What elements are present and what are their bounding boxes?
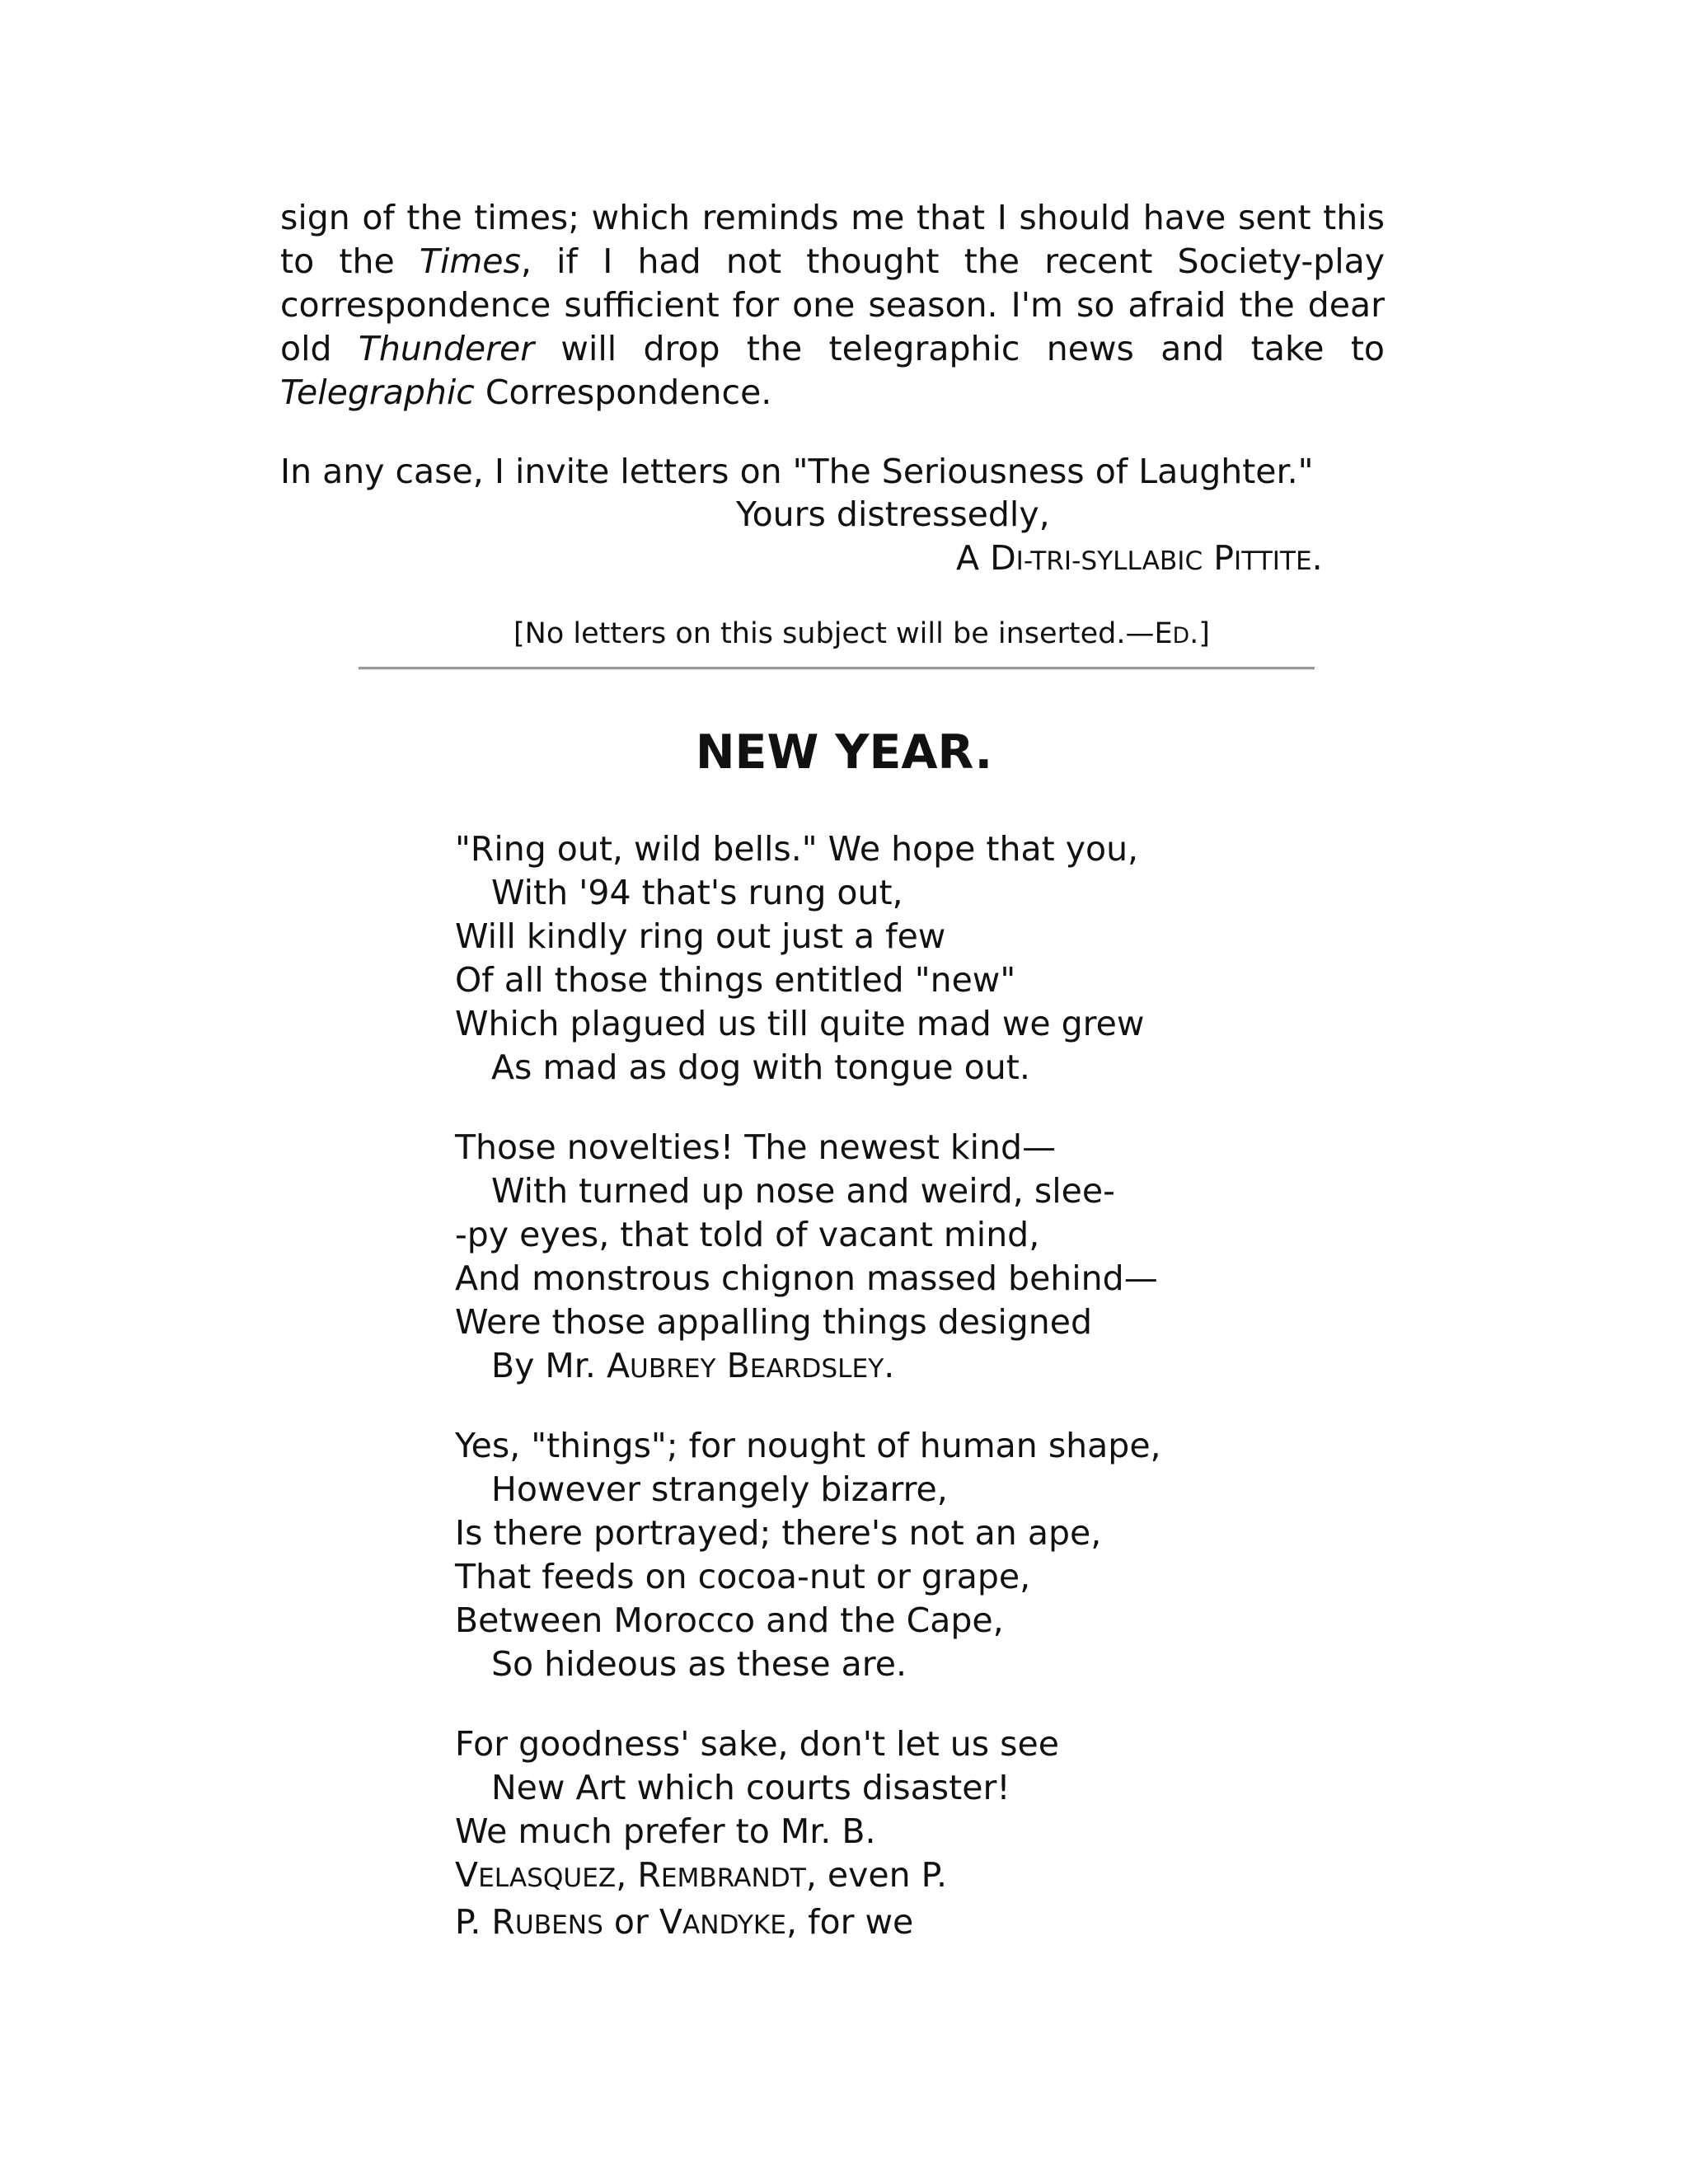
- italic-telegraphic: Telegraphic: [280, 373, 475, 412]
- line-small-caps: EMBRANDT: [660, 1863, 806, 1893]
- line-cap: V: [455, 1855, 479, 1895]
- letter-signature: [956, 537, 1323, 583]
- sig-end: .: [1311, 538, 1323, 578]
- poem-title: NEW YEAR.: [695, 725, 993, 780]
- poem-line: New Art which courts disaster!: [491, 1768, 1010, 1807]
- line-cap: R: [491, 1902, 515, 1942]
- italic-times: Times: [419, 241, 521, 281]
- line-end: .: [884, 1346, 895, 1385]
- poem-line: Between Morocco and the Cape,: [455, 1601, 1004, 1640]
- poem-line: However strangely bizarre,: [491, 1469, 948, 1509]
- line-run: ,: [616, 1855, 638, 1895]
- line-small-caps: UBENS: [514, 1910, 603, 1940]
- poem-line: So hideous as these are.: [491, 1644, 907, 1684]
- poem-line: Is there portrayed; there's not an ape,: [455, 1513, 1102, 1553]
- line-small-caps: EARDSLEY: [749, 1354, 884, 1384]
- text-run: will drop the telegraphic news and take to: [534, 329, 1385, 368]
- poem-line: -py eyes, that told of vacant mind,: [455, 1215, 1040, 1254]
- poem-line: [455, 1344, 1444, 1391]
- line-run: P.: [455, 1902, 492, 1942]
- line-small-caps: UBREY: [630, 1354, 716, 1384]
- poem-line: And monstrous chignon massed behind—: [455, 1258, 1158, 1298]
- sig-space: [1203, 538, 1213, 578]
- sig-cap: D: [990, 538, 1016, 578]
- line-run: or: [603, 1902, 659, 1942]
- text-run: Correspondence.: [474, 373, 772, 412]
- sig-prefix: A: [956, 538, 991, 578]
- note-small-caps: D: [1172, 623, 1190, 649]
- line-end: , even P.: [805, 1855, 948, 1895]
- italic-thunderer: Thunderer: [358, 329, 535, 368]
- poem-line: Were those appalling things designed: [455, 1302, 1092, 1342]
- poem-line: For goodness' sake, don't let us see: [455, 1724, 1059, 1764]
- line-small-caps: ANDYKE: [682, 1910, 786, 1940]
- line-run: By Mr.: [491, 1346, 607, 1385]
- poem-line: "Ring out, wild bells." We hope that you,: [455, 829, 1139, 869]
- poem-line: Will kindly ring out just a few: [455, 916, 946, 956]
- poem-line: [455, 1854, 1444, 1900]
- note-end: .]: [1189, 617, 1210, 650]
- poem-line: As mad as dog with tongue out.: [491, 1047, 1030, 1087]
- letter-paragraph-2: In any case, I invite letters on "The Seriousness of Laughter.": [280, 452, 1314, 491]
- line-cap: V: [659, 1902, 682, 1942]
- poem-line: That feeds on cocoa-nut or grape,: [455, 1557, 1031, 1596]
- poem-line: Those novelties! The newest kind—: [455, 1127, 1057, 1167]
- sig-small-caps: I-TRI-SYLLABIC: [1015, 546, 1203, 576]
- text-run: , if I had not thought the recent Society-play correspondence sufficient for one season. I'm so afraid the dear old: [280, 241, 1385, 368]
- poem-line: With '94 that's rung out,: [491, 873, 903, 912]
- letter-paragraph-1: [280, 196, 1385, 415]
- poem-line: [455, 1900, 1444, 1947]
- poem-stanza-3: [455, 1424, 1444, 1686]
- line-cap: B: [726, 1346, 750, 1385]
- poem-line: Which plagued us till quite mad we grew: [455, 1004, 1145, 1043]
- note-text: [No letters on this subject will be inserted.—: [513, 617, 1155, 650]
- line-small-caps: ELASQUEZ: [478, 1863, 617, 1893]
- poem-stanza-2: [455, 1126, 1444, 1391]
- poem-line: With turned up nose and weird, slee-: [491, 1171, 1115, 1211]
- poem-line: Yes, "things"; for nought of human shape,: [455, 1426, 1161, 1465]
- line-cap: A: [606, 1346, 631, 1385]
- sig-small-caps: ITTITE: [1234, 546, 1312, 576]
- poem-stanza-4: [455, 1722, 1444, 1947]
- line-cap: R: [637, 1855, 661, 1895]
- line-space: [716, 1346, 727, 1385]
- letter-closing: Yours distressedly,: [736, 494, 1050, 534]
- sig-cap: P: [1213, 538, 1235, 578]
- text-run: sign of the times; which reminds me that I should have sent this to the: [280, 198, 1385, 281]
- note-cap: E: [1154, 617, 1173, 650]
- section-divider: [359, 667, 1315, 670]
- line-end: , for we: [786, 1902, 914, 1942]
- editor-note: [513, 615, 1210, 655]
- poem-line: Of all those things entitled "new": [455, 960, 1016, 1000]
- poem-line: We much prefer to Mr. B.: [455, 1811, 876, 1851]
- poem-stanza-1: [455, 827, 1444, 1090]
